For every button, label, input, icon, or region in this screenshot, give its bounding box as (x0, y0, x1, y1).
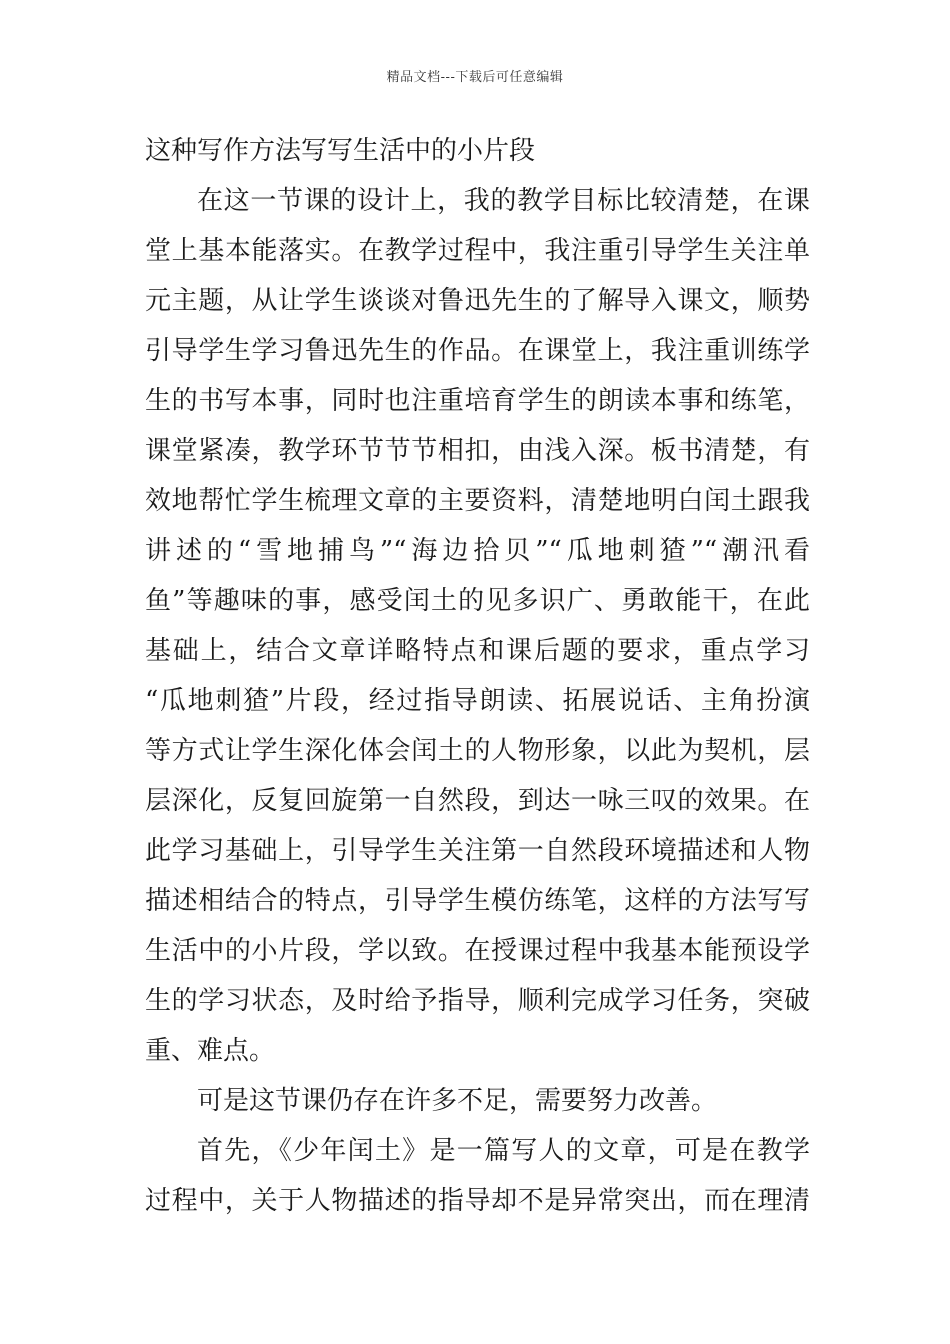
text-line: 层深化，反复回旋第一自然段，到达一咏三叹的效果。在 (145, 786, 810, 816)
text-line: 此学习基础上，引导学生关注第一自然段环境描述和人物 (145, 836, 810, 866)
text-line: 生的书写本事，同时也注重培育学生的朗读本事和练笔， (145, 386, 810, 416)
text-line: 基础上，结合文章详略特点和课后题的要求，重点学习 (145, 636, 810, 666)
text-line: 生的学习状态，及时给予指导，顺利完成学习任务，突破 (145, 986, 810, 1016)
text-line: 引导学生学习鲁迅先生的作品。在课堂上，我注重训练学 (145, 336, 810, 366)
text-line: 过程中，关于人物描述的指导却不是异常突出，而在理清 (145, 1186, 810, 1216)
text-line: 在这一节课的设计上，我的教学目标比较清楚，在课 (197, 186, 810, 216)
text-line: 鱼”等趣味的事，感受闰土的见多识广、勇敢能干，在此 (145, 586, 810, 616)
text-line: 可是这节课仍存在许多不足，需要努力改善。 (197, 1086, 718, 1116)
text-line: 生活中的小片段，学以致。在授课过程中我基本能预设学 (145, 936, 810, 966)
text-line: 课堂紧凑，教学环节节节相扣，由浅入深。板书清楚，有 (145, 436, 810, 466)
text-line: 首先，《少年闰土》是一篇写人的文章，可是在教学 (197, 1136, 810, 1166)
page-header: 精品文档---下载后可任意编辑 (386, 70, 564, 85)
text-line: 这种写作方法写写生活中的小片段 (145, 136, 536, 166)
text-line: 重、难点。 (145, 1036, 276, 1066)
text-line: “瓜地刺猹”片段，经过指导朗读、拓展说话、主角扮演 (145, 686, 810, 716)
text-line: 元主题，从让学生谈谈对鲁迅先生的了解导入课文，顺势 (145, 286, 810, 316)
text-line: 描述相结合的特点，引导学生模仿练笔，这样的方法写写 (145, 886, 810, 916)
text-line: 等方式让学生深化体会闰土的人物形象，以此为契机，层 (145, 736, 810, 766)
document-body (145, 126, 810, 1226)
text-line: 讲述的“雪地捕鸟”“海边拾贝”“瓜地刺猹”“潮汛看 (145, 536, 810, 566)
text-line: 效地帮忙学生梳理文章的主要资料，清楚地明白闰土跟我 (145, 486, 810, 516)
text-line: 堂上基本能落实。在教学过程中，我注重引导学生关注单 (145, 236, 810, 266)
